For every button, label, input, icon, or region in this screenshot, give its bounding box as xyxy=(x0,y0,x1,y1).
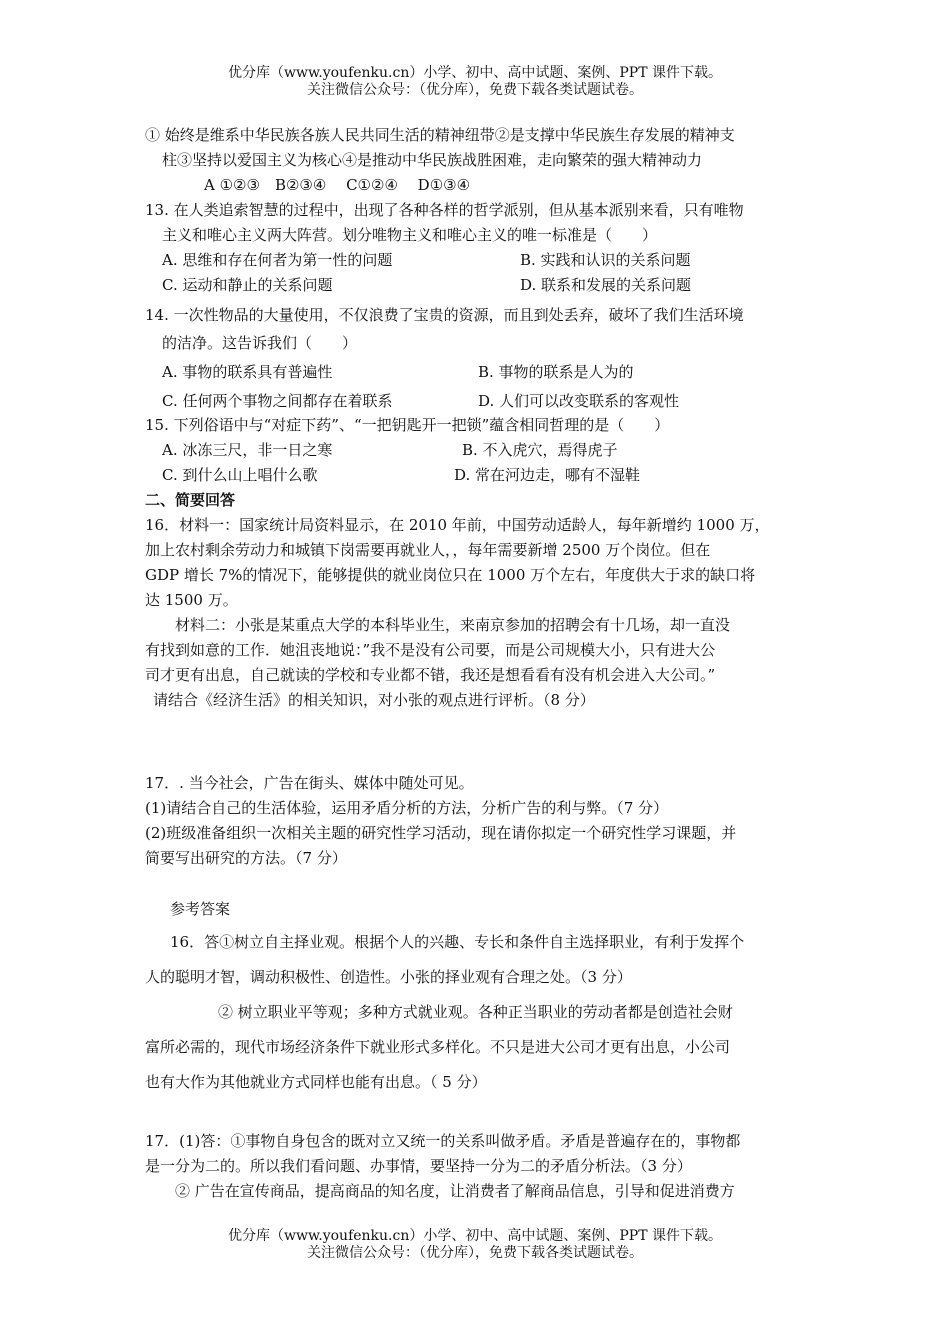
q15-option-a: A. 冰冻三尺，非一日之寒 xyxy=(162,441,333,459)
q16-line-8: 请结合《经济生活》的相关知识，对小张的观点进行评析。（8 分） xyxy=(153,691,595,709)
page-footer xyxy=(0,1228,950,1262)
q12-line-2: 柱③坚持以爱国主义为核心④是推动中华民族战胜困难，走向繁荣的强大精神动力 xyxy=(162,151,703,169)
header-line-2: 关注微信公众号：（优分库），免费下载各类试题试卷。 xyxy=(307,82,643,98)
q13-option-d: D. 联系和发展的关系问题 xyxy=(520,276,692,294)
q16-line-7: 司才更有出息，自己就读的学校和专业都不错，我还是想看看有没有机会进入大公司。” xyxy=(145,666,716,684)
q14-option-b: B. 事物的联系是人为的 xyxy=(478,363,634,381)
q16-line-5: 材料二：小张是某重点大学的本科毕业生，来南京参加的招聘会有十几场，却一直没 xyxy=(175,616,731,634)
q15-option-d: D. 常在河边走，哪有不湿鞋 xyxy=(454,466,641,484)
q13-line-2: 主义和唯心主义两大阵营。划分唯物主义和唯心主义的唯一标准是（ ） xyxy=(162,226,658,244)
q16-line-4: 达 1500 万。 xyxy=(145,591,238,609)
q16-line-3: GDP 增长 7%的情况下，能够提供的就业岗位只在 1000 万个左右，年度供大于求的缺口将 xyxy=(145,566,756,584)
page-header xyxy=(0,65,950,99)
q12-options: A ①②③ B②③④ C①②④ D①③④ xyxy=(204,176,471,194)
q16-line-1: 16．材料一：国家统计局资料显示，在 2010 年前，中国劳动适龄人，每年新增约 1000 万， xyxy=(145,516,770,534)
q16-line-6: 有找到如意的工作．她沮丧地说：”我不是没有公司要，而是公司规模大小，只有进大公 xyxy=(145,641,716,659)
section-2-title: 二、简要回答 xyxy=(145,491,236,509)
answer-16-line-1: 16．答①树立自主择业观。根据个人的兴趣、专长和条件自主选择职业，有利于发挥个 xyxy=(170,933,745,951)
q14-line-2: 的洁净。这告诉我们（ ） xyxy=(162,334,358,352)
q16-line-2: 加上农村剩余劳动力和城镇下岗需要再就业人，，每年需要新增 2500 万个岗位。但在 xyxy=(145,541,711,559)
q14-option-d: D. 人们可以改变联系的客观性 xyxy=(478,392,680,410)
q17-line-4: 简要写出研究的方法。（7 分） xyxy=(145,849,347,867)
q12-line-1: ① 始终是维系中华民族各族人民共同生活的精神纽带②是支撑中华民族生存发展的精神支 xyxy=(145,126,735,144)
q15-line-1: 15. 下列俗语中与“对症下药”、“一把钥匙开一把锁”蕴含相同哲理的是（ ） xyxy=(145,416,670,434)
q14-option-a: A. 事物的联系具有普遍性 xyxy=(162,363,333,381)
answer-16-line-2: 人的聪明才智，调动积极性、创造性。小张的择业观有合理之处。（3 分） xyxy=(145,968,632,986)
q15-option-c: C. 到什么山上唱什么歌 xyxy=(162,466,318,484)
q14-option-c: C. 任何两个事物之间都存在着联系 xyxy=(162,392,393,410)
answers-title: 参考答案 xyxy=(170,900,231,918)
answer-16-line-3: ② 树立职业平等观；多种方式就业观。各种正当职业的劳动者都是创造社会财 xyxy=(218,1003,733,1021)
q17-line-3: (2)班级准备组织一次相关主题的研究性学习活动，现在请你拟定一个研究性学习课题，并 xyxy=(145,824,737,842)
q14-line-1: 14. 一次性物品的大量使用，不仅浪费了宝贵的资源，而且到处丢弃，破坏了我们生活环境 xyxy=(145,306,744,324)
q17-line-2: (1)请结合自己的生活体验，运用矛盾分析的方法，分析广告的利与弊。（7 分） xyxy=(145,799,669,817)
q13-option-a: A. 思维和存在何者为第一性的问题 xyxy=(162,251,393,269)
answer-16-line-4: 富所必需的，现代市场经济条件下就业形式多样化。不只是进大公司才更有出息，小公司 xyxy=(145,1038,731,1056)
q13-option-b: B. 实践和认识的关系问题 xyxy=(520,251,691,269)
footer-line-2: 关注微信公众号：（优分库），免费下载各类试题试卷。 xyxy=(307,1245,643,1261)
q13-option-c: C. 运动和静止的关系问题 xyxy=(162,276,333,294)
answer-17-line-1: 17．(1)答：①事物自身包含的既对立又统一的关系叫做矛盾。矛盾是普遍存在的，事物都 xyxy=(145,1132,741,1150)
footer-line-1: 优分库（www.youfenku.cn）小学、初中、高中试题、案例、PPT 课件下载。 xyxy=(227,1228,722,1244)
q17-line-1: 17．. 当今社会，广告在街头、媒体中随处可见。 xyxy=(145,774,474,792)
answer-17-line-2: 是一分为二的。所以我们看问题、办事情，要坚持一分为二的矛盾分析法。（3 分） xyxy=(145,1157,692,1175)
q15-option-b: B. 不入虎穴，焉得虎子 xyxy=(462,441,618,459)
answer-17-line-3: ② 广告在宣传商品，提高商品的知名度，让消费者了解商品信息，引导和促进消费方 xyxy=(175,1182,735,1200)
q13-line-1: 13. 在人类追索智慧的过程中，出现了各种各样的哲学派别，但从基本派别来看，只有唯物 xyxy=(145,201,744,219)
answer-16-line-5: 也有大作为其他就业方式同样也能有出息。（ 5 分） xyxy=(145,1073,487,1091)
header-line-1: 优分库（www.youfenku.cn）小学、初中、高中试题、案例、PPT 课件下载。 xyxy=(227,65,722,81)
